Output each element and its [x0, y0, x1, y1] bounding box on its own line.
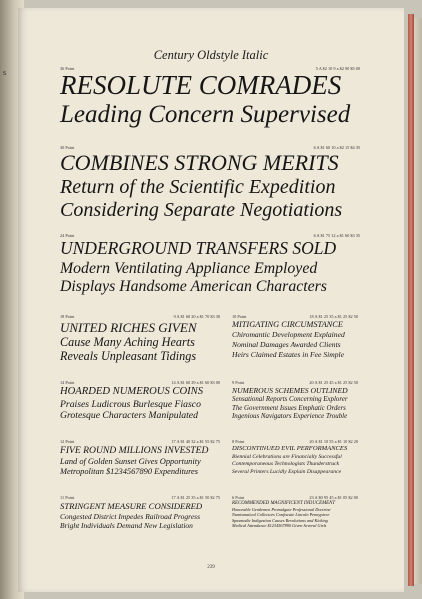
point-size-label: 24 Point — [60, 233, 75, 238]
specimen-line: Congested District Impedes Railroad Progress — [60, 511, 200, 521]
point-size-label: 30 Point — [60, 145, 75, 150]
specimen-line: Bright Individuals Demand New Legislation — [60, 521, 193, 531]
specimen-line: HOARDED NUMEROUS COINS — [60, 386, 204, 397]
specimen-line: Grotesque Characters Manipulated — [60, 410, 198, 422]
specimen-line: Modern Ventilating Appliance Employed — [60, 259, 318, 277]
specimen-line: Return of the Scientific Expedition — [60, 176, 336, 198]
price-line: 9 A $1 60 20 a $1 70 $3 30 — [173, 314, 220, 319]
specimen-line: Displays Handsome American Characters — [60, 278, 327, 296]
specimen-line: Nominal Damages Awarded Clients — [232, 340, 341, 349]
specimen-line: UNITED RICHES GIVEN — [60, 320, 197, 335]
specimen-line: STRINGENT MEASURE CONSIDERED — [60, 501, 203, 511]
specimen-line: Sensational Reports Concerning Explorer — [232, 395, 348, 403]
specimen-18-point — [60, 314, 220, 362]
price-line: 17 A $1 40 32 a $1 55 $2 75 — [171, 439, 220, 444]
specimen-line: Honorable Gentlemen Promulgate Professional Doctrine — [232, 506, 331, 512]
specimen-line: Leading Concern Supervised — [60, 101, 351, 128]
red-page-edge — [408, 14, 414, 586]
specimen-line: Contemporaneous Technologists Thunderstruck — [232, 461, 340, 468]
specimen-line: Praises Ludicrous Burlesque Fiasco — [60, 398, 201, 410]
point-size-label: 14 Point — [60, 380, 75, 385]
point-size-label: 12 Point — [60, 439, 75, 444]
specimen-line: RESOLUTE COMRADES — [60, 70, 342, 100]
specimen-line: The Government Issues Emphatic Orders — [232, 404, 346, 412]
page-title: Century Oldstyle Italic — [153, 48, 269, 62]
specimen-9-point — [232, 380, 358, 421]
point-size-label: 6 Point — [232, 495, 245, 500]
price-line: 20 A $1 10 55 a $1 10 $2 20 — [309, 439, 358, 444]
specimen-line: Heirs Claimed Estates in Fee Simple — [232, 349, 344, 359]
price-line: 6 A $1 60 10 a $2 15 $4 35 — [313, 145, 360, 150]
specimen-line: Metropolitan $1234567890 Expenditures — [60, 467, 199, 476]
point-size-label: 8 Point — [232, 439, 245, 444]
specimen-line: Ingenious Navigators Experience Trouble — [232, 413, 348, 421]
specimen-line: Considering Separate Negotiations — [60, 199, 343, 221]
price-line: 18 A $1 25 35 a $1 25 $2 50 — [309, 314, 358, 319]
specimen-30-point — [60, 145, 360, 220]
specimen-12-point — [60, 439, 220, 476]
specimen-line: COMBINES STRONG MERITS — [60, 150, 339, 175]
specimen-line: MITIGATING CIRCUMSTANCE — [232, 320, 343, 329]
specimen-line: Spasmodic Indigestion Causes Revolutions and Kicking — [232, 517, 328, 523]
price-line: 14 A $1 60 29 a $1 60 $3 00 — [171, 380, 220, 385]
specimen-8-point — [232, 439, 358, 475]
specimen-6-point — [232, 495, 358, 528]
page-stack-edge — [414, 18, 422, 584]
price-line: 17 A $1 25 35 a $1 50 $2 75 — [171, 495, 220, 500]
price-line: 5 A $2 10 9 a $2 90 $5 00 — [315, 66, 360, 71]
specimen-line: Cause Many Aching Hearts — [60, 335, 195, 349]
point-size-label: 9 Point — [232, 380, 245, 385]
specimen-36-point — [60, 66, 360, 127]
point-size-label: 36 Point — [60, 66, 75, 71]
specimen-line: FIVE ROUND MILLIONS INVESTED — [60, 445, 209, 456]
point-size-label: 18 Point — [60, 314, 75, 319]
specimen-14-point — [60, 380, 220, 421]
specimen-line: RECOMMENDED MAGNIFICENT INDUCEMENT — [232, 501, 336, 506]
price-line: 6 A $1 75 12 a $1 60 $3 35 — [313, 233, 360, 238]
specimen-line: Reveals Unpleasant Tidings — [60, 349, 197, 364]
specimen-line: Numismatical Collectors Confiscate Lincoln Pennypiece — [232, 512, 330, 518]
specimen-line: Medical Attendance $1234567890 Given Several Girls — [232, 522, 327, 528]
specimen-11-point — [60, 495, 220, 530]
specimen-line: Chiromantic Development Explained — [232, 330, 345, 340]
page-number: 239 — [207, 565, 215, 570]
margin-mark: s — [3, 68, 7, 77]
specimen-line: DISCONTINUED EVIL PERFORMANCES — [232, 445, 348, 452]
specimen-line: Several Printers Lucidly Explain Disappearance — [232, 468, 342, 475]
specimen-line: Land of Golden Sunset Gives Opportunity — [60, 456, 201, 466]
specimen-line: UNDERGROUND TRANSFERS SOLD — [60, 238, 337, 258]
price-line: 23 A $0 95 45 a $1 05 $2 00 — [309, 495, 358, 500]
specimen-line: NUMEROUS SCHEMES OUTLINED — [232, 386, 348, 395]
point-size-label: 11 Point — [60, 495, 75, 500]
point-size-label: 10 Point — [232, 314, 247, 319]
specimen-10-point — [232, 314, 358, 358]
specimen-24-point — [60, 233, 360, 295]
price-line: 20 A $1 25 45 a $1 25 $2 50 — [309, 380, 358, 385]
specimen-line: Biennial Celebrations are Financially Successful — [232, 453, 342, 460]
